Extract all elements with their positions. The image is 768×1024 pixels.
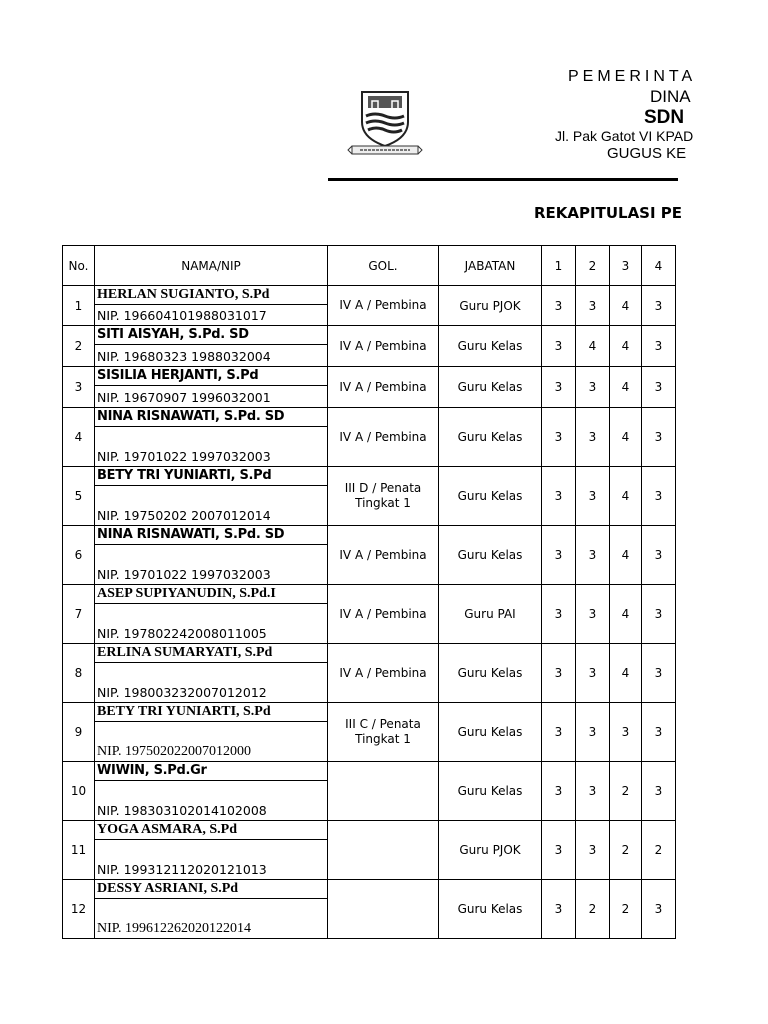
- score-col-3: 3: [610, 703, 642, 762]
- table-row: [63, 408, 676, 467]
- letterhead-divider: [328, 178, 678, 181]
- table-row: [63, 703, 676, 762]
- name-nip-cell: [95, 880, 328, 939]
- name-nip-cell: [95, 408, 328, 467]
- jabatan-cell: Guru Kelas: [439, 880, 542, 939]
- header-jabatan: JABATAN: [439, 246, 542, 286]
- teacher-name: YOGA ASMARA, S.Pd: [95, 821, 327, 840]
- score-col-4: 3: [642, 367, 676, 408]
- document-title: REKAPITULASI PE: [534, 204, 683, 222]
- jabatan-cell: Guru Kelas: [439, 644, 542, 703]
- score-col-1: 3: [542, 762, 576, 821]
- header-agency-line: DINA: [650, 87, 691, 106]
- table-row: [63, 880, 676, 939]
- gol-cell: IV A / Pembina: [328, 644, 439, 703]
- score-col-1: 3: [542, 326, 576, 367]
- gol-cell: [328, 880, 439, 939]
- name-nip-cell: [95, 326, 328, 367]
- name-nip-wrap: [95, 467, 327, 525]
- row-number: 10: [63, 762, 95, 821]
- teacher-nip: NIP. 196604101988031017: [97, 308, 267, 323]
- header-col-3: 3: [610, 246, 642, 286]
- score-col-4: 3: [642, 585, 676, 644]
- teacher-nip: NIP. 198003232007012012: [97, 685, 267, 700]
- teacher-name: BETY TRI YUNIARTI, S.Pd: [95, 703, 327, 722]
- header-gol: GOL.: [328, 246, 439, 286]
- row-number: 11: [63, 821, 95, 880]
- name-nip-wrap: [95, 408, 327, 466]
- row-number: 4: [63, 408, 95, 467]
- teacher-nip: NIP. 19680323 1988032004: [97, 349, 271, 364]
- name-nip-cell: [95, 526, 328, 585]
- score-col-4: 3: [642, 467, 676, 526]
- gol-cell: IV A / Pembina: [328, 367, 439, 408]
- teacher-nip: NIP. 197502022007012000: [97, 744, 252, 759]
- score-col-1: 3: [542, 703, 576, 762]
- name-nip-cell: [95, 367, 328, 408]
- gol-cell: [328, 762, 439, 821]
- teacher-name: ERLINA SUMARYATI, S.Pd: [95, 644, 327, 663]
- teacher-name: ASEP SUPIYANUDIN, S.Pd.I: [95, 585, 327, 604]
- score-col-4: 3: [642, 644, 676, 703]
- score-col-2: 3: [576, 762, 610, 821]
- score-col-2: 3: [576, 703, 610, 762]
- score-col-3: 4: [610, 326, 642, 367]
- score-col-3: 2: [610, 821, 642, 880]
- teacher-nip: NIP. 199312112020121013: [97, 862, 267, 877]
- teacher-name: SITI AISYAH, S.Pd. SD: [95, 326, 327, 345]
- name-nip-wrap: [95, 326, 327, 366]
- header-cluster-line: GUGUS KE: [607, 145, 687, 162]
- table-header-row: [63, 246, 676, 286]
- score-col-1: 3: [542, 408, 576, 467]
- score-col-4: 3: [642, 762, 676, 821]
- score-col-2: 2: [576, 880, 610, 939]
- score-col-1: 3: [542, 286, 576, 326]
- row-number: 3: [63, 367, 95, 408]
- table-row: [63, 762, 676, 821]
- header-address: Jl. Pak Gatot VI KPAD: [555, 128, 694, 144]
- name-nip-wrap: [95, 703, 327, 761]
- teacher-nip: NIP. 19670907 1996032001: [97, 390, 271, 405]
- gol-cell: IV A / Pembina: [328, 526, 439, 585]
- score-col-4: 2: [642, 821, 676, 880]
- row-number: 1: [63, 286, 95, 326]
- score-col-2: 3: [576, 408, 610, 467]
- score-col-2: 4: [576, 326, 610, 367]
- score-col-1: 3: [542, 526, 576, 585]
- score-col-2: 3: [576, 821, 610, 880]
- row-number: 5: [63, 467, 95, 526]
- table-row: [63, 821, 676, 880]
- name-nip-wrap: [95, 644, 327, 702]
- table-row: [63, 326, 676, 367]
- score-col-4: 3: [642, 408, 676, 467]
- teacher-nip: NIP. 19750202 2007012014: [97, 508, 271, 523]
- jabatan-cell: Guru Kelas: [439, 326, 542, 367]
- score-col-3: 2: [610, 762, 642, 821]
- score-col-1: 3: [542, 585, 576, 644]
- score-col-1: 3: [542, 644, 576, 703]
- table-row: [63, 526, 676, 585]
- jabatan-cell: Guru PJOK: [439, 821, 542, 880]
- regional-coat-of-arms-icon: [348, 88, 422, 158]
- name-nip-wrap: [95, 526, 327, 584]
- name-nip-cell: [95, 703, 328, 762]
- name-nip-cell: [95, 821, 328, 880]
- jabatan-cell: Guru Kelas: [439, 408, 542, 467]
- score-col-1: 3: [542, 467, 576, 526]
- teacher-nip: NIP. 198303102014102008: [97, 803, 267, 818]
- jabatan-cell: Guru PAI: [439, 585, 542, 644]
- name-nip-cell: [95, 644, 328, 703]
- teacher-name: DESSY ASRIANI, S.Pd: [95, 880, 327, 899]
- score-col-2: 3: [576, 585, 610, 644]
- name-nip-cell: [95, 762, 328, 821]
- score-col-2: 3: [576, 286, 610, 326]
- gol-cell: IV A / Pembina: [328, 408, 439, 467]
- header-school-name: SDN: [644, 107, 685, 128]
- teacher-name: WIWIN, S.Pd.Gr: [95, 762, 327, 781]
- score-col-4: 3: [642, 286, 676, 326]
- score-col-4: 3: [642, 326, 676, 367]
- score-col-3: 4: [610, 526, 642, 585]
- row-number: 12: [63, 880, 95, 939]
- teacher-name: BETY TRI YUNIARTI, S.Pd: [95, 467, 327, 486]
- score-col-3: 4: [610, 467, 642, 526]
- gol-cell: IV A / Pembina: [328, 585, 439, 644]
- score-col-1: 3: [542, 880, 576, 939]
- jabatan-cell: Guru Kelas: [439, 703, 542, 762]
- name-nip-wrap: [95, 585, 327, 643]
- score-col-4: 3: [642, 880, 676, 939]
- teacher-nip: NIP. 19701022 1997032003: [97, 567, 271, 582]
- score-col-2: 3: [576, 644, 610, 703]
- score-col-1: 3: [542, 821, 576, 880]
- header-col-4: 4: [642, 246, 676, 286]
- jabatan-cell: Guru Kelas: [439, 762, 542, 821]
- name-nip-cell: [95, 467, 328, 526]
- gol-cell: IV A / Pembina: [328, 326, 439, 367]
- jabatan-cell: Guru Kelas: [439, 526, 542, 585]
- score-col-3: 4: [610, 644, 642, 703]
- header-government-line: PEMERINTA: [568, 68, 697, 85]
- name-nip-wrap: [95, 762, 327, 820]
- jabatan-cell: Guru Kelas: [439, 367, 542, 408]
- score-col-1: 3: [542, 367, 576, 408]
- teacher-name: NINA RISNAWATI, S.Pd. SD: [95, 526, 327, 545]
- score-col-4: 3: [642, 703, 676, 762]
- jabatan-cell: Guru PJOK: [439, 286, 542, 326]
- teacher-nip: NIP. 197802242008011005: [97, 626, 267, 641]
- header-no: No.: [63, 246, 95, 286]
- teacher-nip: NIP. 19701022 1997032003: [97, 449, 271, 464]
- table-row: [63, 644, 676, 703]
- gol-cell: IV A / Pembina: [328, 286, 439, 326]
- teacher-name: SISILIA HERJANTI, S.Pd: [95, 367, 327, 386]
- score-col-4: 3: [642, 526, 676, 585]
- name-nip-wrap: [95, 880, 327, 938]
- name-nip-wrap: [95, 367, 327, 407]
- table-row: [63, 367, 676, 408]
- table-row: [63, 467, 676, 526]
- name-nip-wrap: [95, 821, 327, 879]
- gol-cell: III D / Penata Tingkat 1: [328, 467, 439, 526]
- jabatan-cell: Guru Kelas: [439, 467, 542, 526]
- score-col-2: 3: [576, 367, 610, 408]
- gol-cell: III C / Penata Tingkat 1: [328, 703, 439, 762]
- score-col-2: 3: [576, 526, 610, 585]
- name-nip-cell: [95, 286, 328, 326]
- score-col-3: 4: [610, 286, 642, 326]
- header-name-nip: NAMA/NIP: [95, 246, 328, 286]
- header-col-1: 1: [542, 246, 576, 286]
- teacher-name: HERLAN SUGIANTO, S.Pd: [95, 286, 327, 305]
- score-col-3: 4: [610, 585, 642, 644]
- row-number: 6: [63, 526, 95, 585]
- teacher-nip: NIP. 199612262020122014: [97, 921, 252, 936]
- table-row: [63, 585, 676, 644]
- table-row: [63, 286, 676, 326]
- name-nip-cell: [95, 585, 328, 644]
- row-number: 9: [63, 703, 95, 762]
- score-col-2: 3: [576, 467, 610, 526]
- recap-table: [62, 245, 676, 939]
- name-nip-wrap: [95, 286, 327, 325]
- header-col-2: 2: [576, 246, 610, 286]
- teacher-name: NINA RISNAWATI, S.Pd. SD: [95, 408, 327, 427]
- score-col-3: 4: [610, 408, 642, 467]
- score-col-3: 4: [610, 367, 642, 408]
- row-number: 7: [63, 585, 95, 644]
- row-number: 8: [63, 644, 95, 703]
- gol-cell: [328, 821, 439, 880]
- row-number: 2: [63, 326, 95, 367]
- score-col-3: 2: [610, 880, 642, 939]
